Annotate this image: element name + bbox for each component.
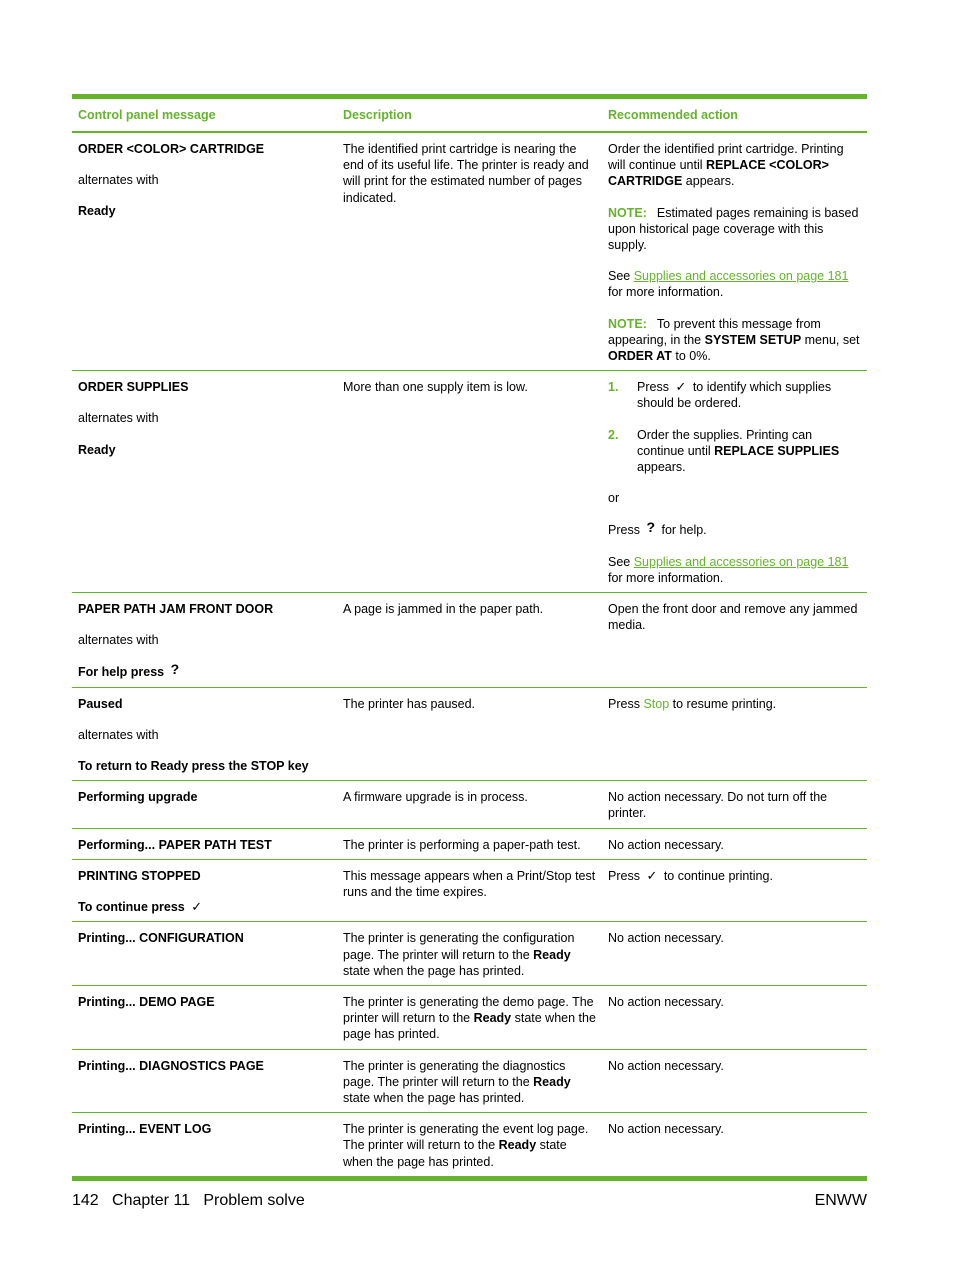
action-cell: Order the identified print cartridge. Printing will continue until REPLACE <COLOR> CARTRIDGE appears. NOTE: Estimated pages remaining is based upon historical page coverage with this supply. See Supplies and accessories on page 181 for more information. NOTE: To prevent this message from appearing, in the SYSTEM SETUP menu, set ORDER AT to 0%. — [602, 132, 867, 371]
supplies-link[interactable]: Supplies and accessories on page 181 — [633, 269, 849, 284]
document-page — [72, 94, 867, 1181]
list-item: 1. Press ✓ to identify which supplies should be ordered. — [608, 379, 832, 411]
description-cell: The identified print cartridge is nearing the end of its useful life. The printer is ready and will print for the estimated number of pages indicated. — [337, 132, 602, 371]
message-cell: Printing... DEMO PAGE — [72, 985, 337, 1049]
stop-key-label: Stop — [643, 696, 670, 711]
help-question-icon: ? — [646, 519, 655, 536]
action-cell: No action necessary. — [602, 1049, 867, 1113]
message-cell: Performing... PAPER PATH TEST — [72, 828, 337, 859]
list-item: 2. Order the supplies. Printing can continue until REPLACE SUPPLIES appears. — [608, 427, 840, 475]
action-cell: No action necessary. — [602, 985, 867, 1049]
description-cell: More than one supply item is low. — [337, 371, 602, 593]
description-cell: A firmware upgrade is in process. — [337, 781, 602, 828]
message-cell: Printing... EVENT LOG — [78, 1122, 212, 1137]
table-row — [72, 1049, 867, 1113]
description-cell: The printer is generating the demo page. The printer will return to the Ready state when the page has printed. — [337, 985, 602, 1049]
table-header-row — [72, 99, 867, 132]
table-row — [72, 985, 867, 1049]
table-row — [72, 1113, 867, 1176]
steps-list — [608, 379, 861, 475]
checkmark-icon: ✓ — [646, 867, 658, 883]
header-description: Description — [337, 99, 602, 132]
action-cell: Press ✓ to continue printing. — [602, 859, 867, 921]
description-cell: A page is jammed in the paper path. — [337, 593, 602, 688]
table-row — [72, 132, 867, 371]
action-cell: Open the front door and remove any jammed media. — [602, 593, 867, 688]
message-cell: Printing... DIAGNOSTICS PAGE — [72, 1049, 337, 1113]
message-cell: Performing upgrade — [72, 781, 337, 828]
description-cell: The printer is generating the diagnostics page. The printer will return to the Ready state when the page has printed. — [337, 1049, 602, 1113]
message-cell: Printing... CONFIGURATION — [72, 922, 337, 986]
footer-enww: ENWW — [814, 1192, 867, 1209]
checkmark-icon: ✓ — [191, 899, 203, 915]
action-cell: No action necessary. Do not turn off the printer. — [602, 781, 867, 828]
note-label: NOTE: — [608, 316, 647, 331]
header-recommended-action: Recommended action — [602, 99, 867, 132]
checkmark-icon: ✓ — [675, 379, 687, 395]
description-cell: The printer has paused. — [337, 687, 602, 781]
table-bottom-rule — [72, 1176, 867, 1181]
description-cell: The printer is performing a paper-path test. — [337, 828, 602, 859]
action-cell: Press Stop to resume printing. — [602, 687, 867, 781]
description-cell: This message appears when a Print/Stop test runs and the time expires. — [337, 859, 602, 921]
table-row — [72, 593, 867, 688]
table-row — [72, 828, 867, 859]
message-cell: PRINTING STOPPED To continue press ✓ — [72, 859, 337, 921]
action-cell: 1. Press ✓ to identify which supplies should be ordered. 2. Order the supplies. Printing can continue until REPLACE SUPPLIES appears. or Press ? for help. See Supplies and accessories on page 181 for more information. — [602, 371, 867, 593]
action-cell: No action necessary. — [602, 922, 867, 986]
table-row — [72, 371, 867, 593]
action-cell: No action necessary. — [608, 1122, 724, 1137]
action-cell: No action necessary. — [602, 828, 867, 859]
table-row — [72, 781, 867, 828]
control-panel-messages-table — [72, 99, 867, 1176]
table-row — [72, 859, 867, 921]
description-cell: The printer is generating the event log page. The printer will return to the Ready state when the page has printed. — [343, 1122, 589, 1169]
description-cell: The printer is generating the configuration page. The printer will return to the Ready state when the page has printed. — [337, 922, 602, 986]
message-cell: ORDER SUPPLIES alternates with Ready — [72, 371, 337, 593]
message-cell: PAPER PATH JAM FRONT DOOR alternates with For help press ? — [72, 593, 337, 688]
message-cell: ORDER <COLOR> CARTRIDGE alternates with Ready — [72, 132, 337, 371]
message-cell: Paused alternates with To return to Ready press the STOP key — [72, 687, 337, 781]
header-control-panel-message: Control panel message — [72, 99, 337, 132]
table-row — [72, 922, 867, 986]
help-question-icon: ? — [170, 661, 180, 678]
table-row — [72, 687, 867, 781]
footer-page-chapter: 142 Chapter 11 Problem solve — [72, 1192, 305, 1209]
supplies-link[interactable]: Supplies and accessories on page 181 — [633, 554, 849, 569]
note-label: NOTE: — [608, 205, 647, 220]
